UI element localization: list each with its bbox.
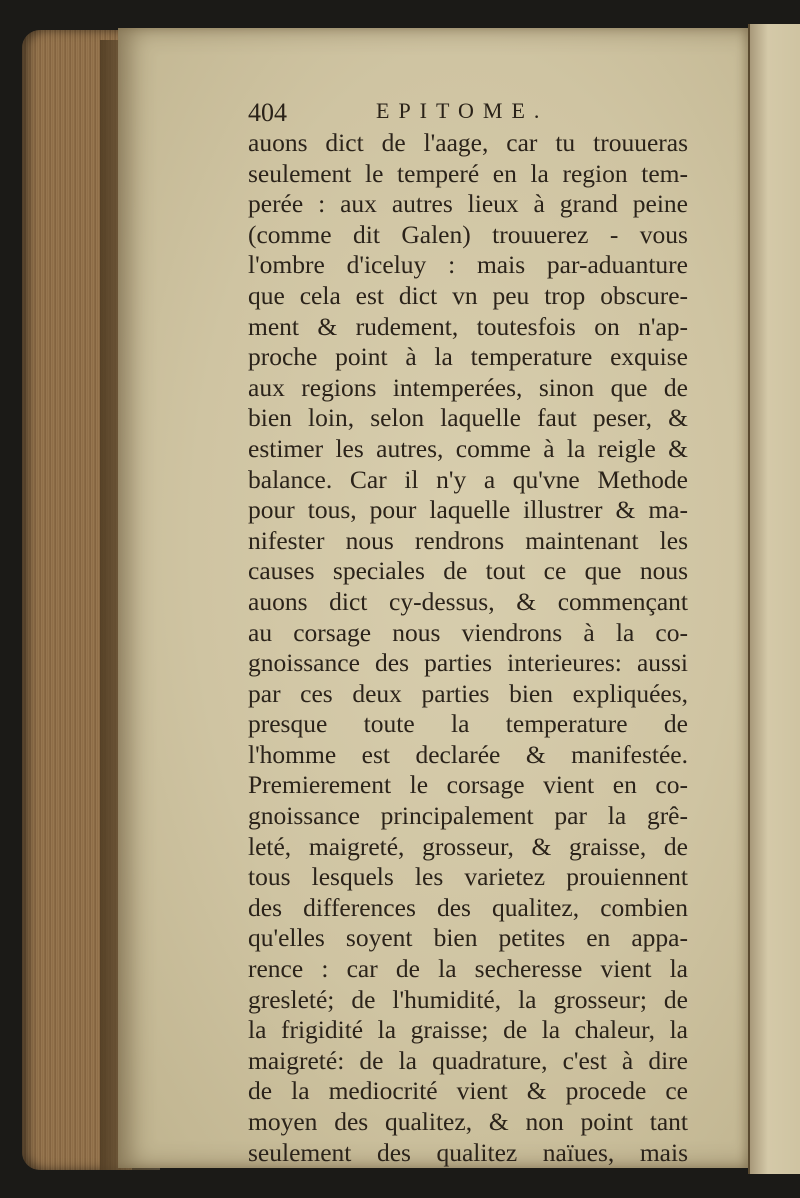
text-line: par ces deux parties bien expliquées, <box>248 678 688 708</box>
running-head: EPITOME. <box>376 98 549 123</box>
text-line: auons dict de l'aage, car tu trouueras <box>248 128 688 157</box>
page-number: 404 <box>248 98 287 127</box>
text-line: Premierement le corsage vient en co- <box>248 770 688 800</box>
text-line: (comme dit Galen) trouuerez - vous <box>248 219 688 249</box>
page-header <box>248 98 648 128</box>
text-line: l'homme est declarée & manifestée. <box>248 739 688 769</box>
text-line: des differences des qualitez, combien <box>248 892 688 922</box>
text-line: rence : car de la secheresse vient la <box>248 954 688 984</box>
body-text <box>248 128 688 1168</box>
text-line: qu'elles soyent bien petites en appa- <box>248 923 688 953</box>
text-line: seulement le temperé en la region tem- <box>248 158 688 188</box>
text-line: l'ombre d'iceluy : mais par-aduanture <box>248 250 688 280</box>
text-line: seulement des qualitez naïues, mais <box>248 1137 688 1167</box>
text-line: gnoissance des parties interieures: aussi <box>248 648 688 678</box>
text-line: que cela est dict vn peu trop obscure- <box>248 280 688 310</box>
text-line: estimer les autres, comme à la reigle & <box>248 433 688 463</box>
text-line: maigreté: de la quadrature, c'est à dire <box>248 1045 688 1075</box>
text-line: tous lesquels les varietez prouiennent <box>248 862 688 892</box>
text-line: causes speciales de tout ce que nous <box>248 556 688 586</box>
text-line: ment & rudement, toutesfois on n'ap- <box>248 311 688 341</box>
text-line: gresleté; de l'humidité, la grosseur; de <box>248 984 688 1014</box>
text-line: moyen des qualitez, & non point tant <box>248 1107 688 1136</box>
text-line: balance. Car il n'y a qu'vne Methode <box>248 464 688 494</box>
text-line: proche point à la temperature exquise <box>248 342 688 372</box>
text-line: auons dict cy-dessus, & commençant <box>248 586 688 616</box>
text-line: nifester nous rendrons maintenant les <box>248 525 688 555</box>
text-line: presque toute la temperature de <box>248 709 688 739</box>
facing-page-edge <box>748 24 800 1174</box>
text-line: aux regions intemperées, sinon que de <box>248 372 688 402</box>
text-line: de la mediocrité vient & procede ce <box>248 1076 688 1106</box>
text-line: perée : aux autres lieux à grand peine <box>248 189 688 219</box>
text-line: pour tous, pour laquelle illustrer & ma- <box>248 495 688 525</box>
text-line: au corsage nous viendrons à la co- <box>248 617 688 647</box>
text-line: bien loin, selon laquelle faut peser, & <box>248 403 688 433</box>
text-line: gnoissance principalement par la grê- <box>248 801 688 831</box>
text-line: leté, maigreté, grosseur, & graisse, de <box>248 831 688 861</box>
text-line: la frigidité la graisse; de la chaleur, la <box>248 1015 688 1045</box>
